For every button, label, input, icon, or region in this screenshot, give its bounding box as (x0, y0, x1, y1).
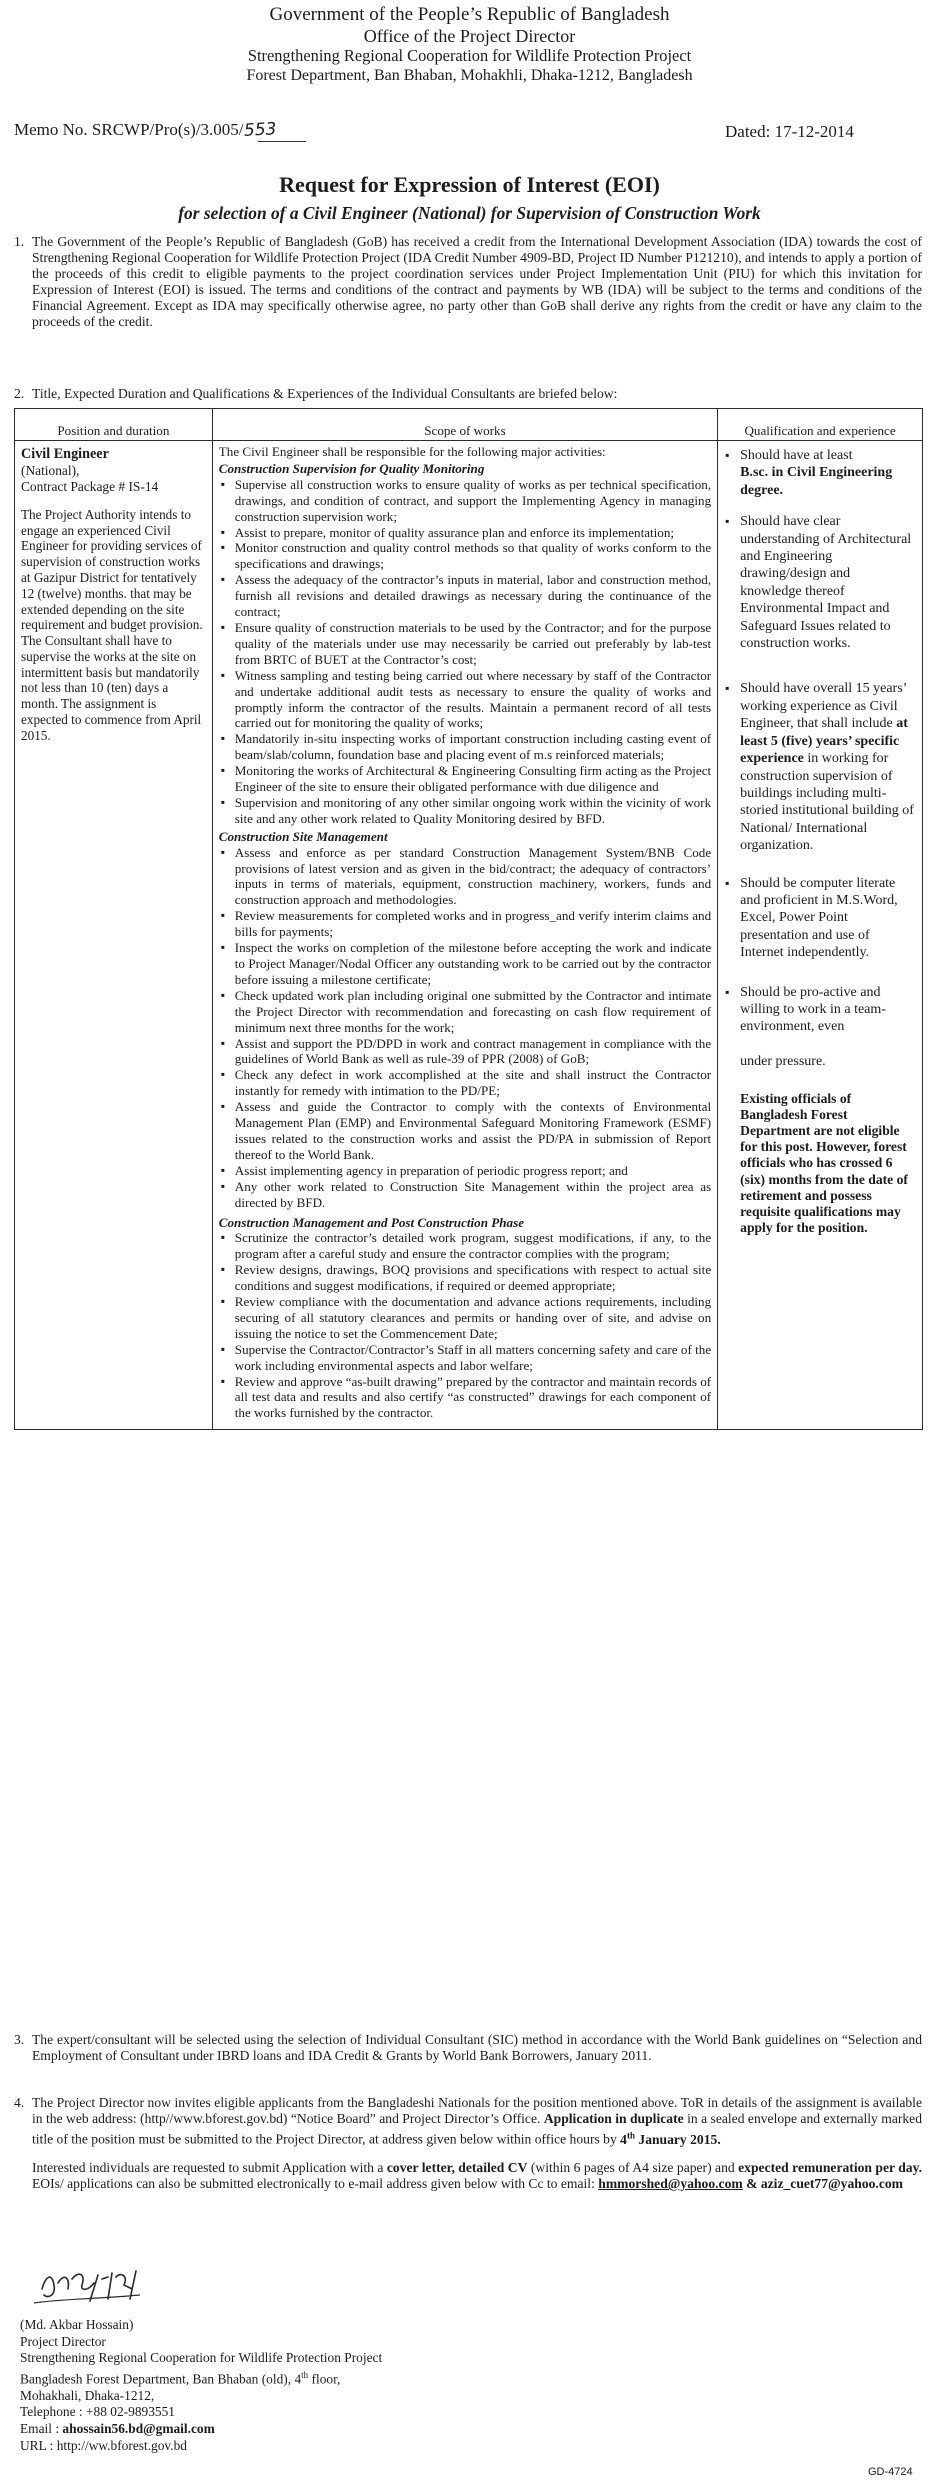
list-item: ▪ Review compliance with the documentation and advance actions requirements, including securing of all statutory clearances and permits or handing over of site, and advise on issuing the notice to set the Commencement Date; (219, 1294, 711, 1342)
signatory-block (20, 2317, 382, 2454)
header-scope: Scope of works (212, 409, 717, 441)
signatory-email-link[interactable]: ahossain56.bd@gmail.com (62, 2421, 215, 2437)
eligibility-note: Existing officials of Bangladesh Forest Department are not eligible for this post. However, forest officials who has crossed 6 (six) months from the date of retirement and possess requisite qualifications may apply for the position. (740, 1090, 908, 1236)
paragraph-5 (14, 2160, 922, 2192)
list-item: ▪ Monitor construction and quality control methods so that quality of works conform to the specifications and drawings; (219, 540, 711, 572)
list-item: ▪ Inspect the works on completion of the milestone before accepting the work and indicate to Project Manager/Nodal Officer any outstanding work to be carried out by the contractor before issuing a milestone certificate; (219, 940, 711, 988)
paragraph-bold: cover letter, detailed CV (386, 2160, 528, 2175)
list-item: ▪ Witness sampling and testing being carried out where necessary by staff of the Contractor and undertake additional audit tests as necessary to ensure the quality of works and promptly inform the contractor of the results. Maintain a permanent record of all tests carried out for monitoring the quality of works; (219, 668, 711, 732)
office-name: Office of the Project Director (363, 26, 576, 46)
qualification-text: Should have overall 15 years’ working experience as Civil Engineer, that shall include (740, 681, 907, 732)
deadline-date: 4th January 2015. (620, 2130, 721, 2147)
position-title: Civil Engineer (21, 446, 109, 462)
qualification-knowledge: ▪ Should have clear understanding of Architectural and Engineering drawing/design and knowledge thereof Environmental Impact and Safeguard Issues related to construction works. (724, 513, 914, 652)
paragraph-text: Title, Expected Duration and Qualifications & Experiences of the Individual Consultants are briefed below: (32, 386, 618, 401)
paragraph-bold: expected remuneration per day. (738, 2160, 923, 2175)
paragraph-text-part: Interested individuals are requested to submit Application with a (32, 2160, 384, 2175)
qualification-text: Should have at least (740, 448, 853, 463)
list-item: ▪ Any other work related to Construction Site Management within the project area as directed by BFD. (219, 1179, 711, 1211)
paragraph-number: 2. (14, 386, 25, 401)
signatory-project: Strengthening Regional Cooperation for Wildlife Protection Project (20, 2350, 383, 2366)
scope-intro: The Civil Engineer shall be responsible for the following major activities: (218, 444, 606, 459)
list-item: ▪ Assess the adequacy of the contractor’s inputs in material, labor and construction method, furnish all revisions and detailed drawings as necessary during the continuance of the contract; (219, 572, 711, 620)
list-item: ▪ Supervise all construction works to ensure quality of works as per technical specification, drawings, and condition of contract, and support the Implementing Agency in managing construction supervision work; (219, 477, 711, 525)
signatory-email: Email : ahossain56.bd@gmail.com (20, 2421, 215, 2437)
list-item: ▪ Assist and support the PD/DPD in work and contract management in compliance with the guidelines of World Bank as well as rule-39 of PPR (2008) of GoB; (219, 1036, 711, 1068)
office-address: Forest Department, Ban Bhaban, Mohakhli, Dhaka-1212, Bangladesh (246, 67, 693, 84)
contract-package: Contract Package # IS-14 (21, 478, 159, 494)
paragraph-text (32, 2160, 922, 2192)
list-item: ▪ Scrutinize the contractor’s detailed work program, suggest modifications, if any, to the program after a careful study and ensure the contractor complies with the program; (219, 1230, 711, 1262)
paragraph-2 (14, 386, 922, 402)
scope-cell (212, 441, 717, 1430)
paragraph-text-part: The Project Director now invites eligible applicants from the Bangladeshi Nationals for the position mentioned above. ToR in details of the assignment is available in the web address: (http//www.bforest.gov.bd) “Notice Board” and Project Director’s Office. (32, 2095, 922, 2126)
list-item: ▪ Assess and enforce as per standard Construction Management System/BNB Code provisions of latest version and as given in the bid/contract; the adequacy of contractors’ inputs in terms of materials, equipment, construction machinery, workers, funds and construction approach and methodologies. (219, 845, 711, 909)
qualification-experience-bold: at least 5 (five) years’ specific experience (740, 716, 908, 767)
paragraph-4 (14, 2095, 922, 2148)
signatory-name: (Md. Akbar Hossain) (20, 2317, 134, 2332)
signatory-designation: Project Director (20, 2333, 106, 2349)
signatory-telephone: Telephone : +88 02-9893551 (20, 2404, 175, 2420)
qualification-cell (718, 441, 923, 1430)
position-description: The Project Authority intends to engage an experienced Civil Engineer for providing services of supervision of construction works at Gazipur District for tentatively 12 (twelve) months. that may be extended depending on the site requirement and budget provision. The Consultant shall have to supervise the works at the site on intermittent basis but mandatorily not less than 10 (ten) days a month. The assignment is expected to commence from April 2015. (21, 506, 203, 743)
section-heading: Construction Site Management (218, 828, 388, 844)
paragraph-number: 4. (14, 2095, 25, 2110)
paragraph-text-part: EOIs/ applications can also be submitted electronically to e-mail address given below with Cc to email: (32, 2176, 595, 2191)
list-item: ▪ Assess and guide the Contractor to comply with the contexts of Environmental Management Plan (EMP) and Environmental Safeguard Monitoring Framework (ESMF) issues related to the construction works and assist the PD/PA in submission of Report thereof to the World Bank. (219, 1099, 711, 1163)
paragraph-number: 3. (14, 2032, 25, 2047)
list-item: ▪ Review designs, drawings, BOQ provisions and specifications with respect to actual site conditions and suggest modifications, if required or deemed appropriate; (219, 1262, 711, 1294)
list-item: ▪ Review and approve “as-built drawing” prepared by the contractor and maintain records of all test data and results and also certify “as constructed” drawings for each component of the works furnished by the contractor. (219, 1374, 711, 1422)
scope-list-post-construction (219, 1230, 711, 1421)
qualification-text: Should be pro-active and willing to work in a team-environment, even (740, 984, 886, 1035)
list-item: ▪ Assist to prepare, monitor of quality assurance plan and enforce its implementation; (219, 525, 711, 541)
qualification-computer: ▪ Should be computer literate and proficient in M.S.Word, Excel, Power Point presentation and use of Internet independently. (724, 875, 914, 962)
qualification-degree-bold: B.sc. in Civil Engineering degree. (740, 465, 893, 498)
government-name: Government of the People’s Republic of Bangladesh (269, 4, 670, 25)
list-item: ▪ Monitoring the works of Architectural & Engineering Consulting firm acting as the Project Engineer of the site to ensure their obligated performance with due diligence and (219, 763, 711, 795)
paragraph-text (32, 2095, 922, 2148)
section-heading: Construction Management and Post Construction Phase (218, 1214, 525, 1230)
list-item: ▪ Check updated work plan including original one submitted by the Contractor and intimate the Project Director with recommendation and forecasting on cash flow requirement of minimum next three months for the work; (219, 988, 711, 1036)
paragraph-text: The Government of the People’s Republic of Bangladesh (GoB) has received a credit from the International Development Association (IDA) towards the cost of Strengthening Regional Cooperation for Wildlife Protection Project (IDA Credit Number 4909-BD, Project ID Number P121210), and intends to apply a portion of the proceeds of this credit to eligible payments to the project coordination services under Project Implementation Unit (PIU) for which this invitation for Expression of Interest (EOI) is issued. The terms and conditions of the contract and payments by WB (IDA) will be subject to the terms and conditions of the Financial Agreement. Except as IDA may specifically otherwise agree, no party other than GoB shall derive any rights from the credit or have any claim to the proceeds of the credit. (32, 234, 922, 329)
table-header-row (15, 409, 923, 441)
paragraph-text: The expert/consultant will be selected using the selection of Individual Consultant (SIC) method in accordance with the World Bank guidelines on “Selection and Employment of Consultant under IBRD loans and IDA Credit & Grants by World Bank Borrowers, January 2011. (32, 2032, 922, 2063)
qualification-degree (724, 447, 914, 499)
paragraph-number: 1. (14, 234, 25, 249)
consultant-details-table (14, 408, 923, 1430)
list-item: ▪ Assist implementing agency in preparation of periodic progress report; and (219, 1163, 711, 1179)
email-link-1[interactable]: hmmorshed@yahoo.com (598, 2176, 743, 2191)
paragraph-text-part: (within 6 pages of A4 size paper) and (530, 2160, 735, 2175)
position-type: (National), (21, 462, 80, 478)
paragraph-3 (14, 2032, 922, 2064)
qualification-teamwork (724, 984, 914, 1071)
table-row (15, 441, 923, 1430)
list-item: ▪ Supervision and monitoring of any other similar ongoing work within the vicinity of work site and any other work related to Quality Monitoring desired by BFD. (219, 795, 711, 827)
email-link-2[interactable]: aziz_cuet77@yahoo.com (760, 2176, 903, 2191)
paragraph-bold: Application in duplicate (543, 2111, 684, 2126)
header-qualification: Qualification and experience (718, 409, 923, 441)
qualification-experience (724, 680, 914, 854)
memo-date: Dated: 17-12-2014 (725, 122, 854, 141)
section-heading: Construction Supervision for Quality Monitoring (218, 460, 485, 476)
list-item: ▪ Check any defect in work accomplished at the site and shall instruct the Contractor instantly for remedy with intimation to the PD/PE; (219, 1067, 711, 1099)
letterhead (0, 4, 939, 85)
list-item: ▪ Mandatorily in-situ inspecting works of important construction including casting event of beam/slab/column, foundation base and placing event of m.s reinforced materials; (219, 731, 711, 763)
scope-list-site-management (219, 845, 711, 1211)
memo-number (14, 119, 277, 141)
document-subtitle: for selection of a Civil Engineer (National) for Supervision of Construction Work (178, 203, 761, 223)
memo-underline (258, 141, 306, 142)
qualification-list (724, 447, 914, 1071)
footer-code: GD-4724 (868, 2466, 913, 2478)
signatory-url[interactable]: URL : http://ww.bforest.gov.bd (20, 2437, 187, 2453)
header-position: Position and duration (15, 409, 213, 441)
memo-label: Memo No. SRCWP/Pro(s)/3.005/ (14, 120, 244, 139)
signatory-address-2: Mohakhali, Dhaka-1212, (20, 2387, 155, 2403)
scope-list-quality (219, 477, 711, 827)
handwritten-memo-number: 553 (243, 119, 277, 141)
signature (28, 2255, 148, 2323)
list-item: ▪ Review measurements for completed works and in progress_and verify interim claims and bills for payments; (219, 908, 711, 940)
paragraph-1 (14, 234, 922, 330)
qualification-text: in working for construction supervision of buildings including multi-storied institutional building of National/ International organization. (740, 751, 914, 854)
paragraph-text-part: in a sealed envelope and externally marked title of the position must be submitted to the Project Director, at address given below within office hours by (32, 2111, 923, 2147)
project-name: Strengthening Regional Cooperation for Wildlife Protection Project (247, 46, 692, 65)
paragraph-bold: & (746, 2176, 758, 2191)
signatory-address-1: Bangladesh Forest Department, Ban Bhaban (old), 4th floor, (20, 2369, 341, 2387)
list-item: ▪ Ensure quality of construction materials to be used by the Contractor; and for the purpose quality of the materials under use may necessarily be carried out preferably by lab-test from BRTC of BUET at the Contractor’s cost; (219, 620, 711, 668)
qualification-text: under pressure. (740, 1054, 826, 1070)
list-item: ▪ Supervise the Contractor/Contractor’s Staff in all matters concerning safety and care of the work including environmental aspects and labor welfare; (219, 1342, 711, 1374)
position-cell (15, 441, 213, 1430)
document-title: Request for Expression of Interest (EOI) (279, 172, 660, 197)
